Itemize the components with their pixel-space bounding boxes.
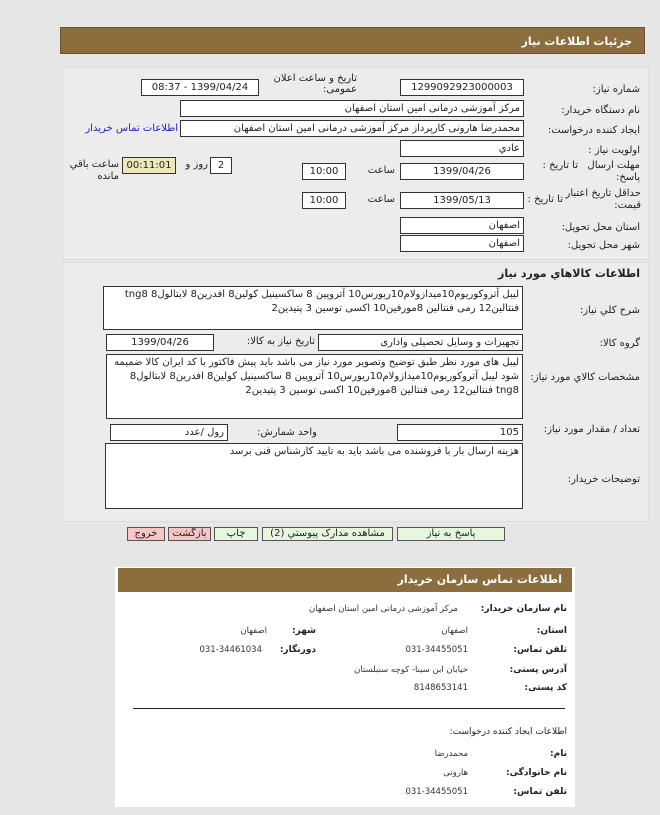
announce-field: 1399/04/24 - 08:37 bbox=[141, 79, 259, 96]
reply-button[interactable]: پاسخ به نیاز bbox=[397, 527, 505, 541]
contact-phone-label: تلفن تماس: bbox=[513, 645, 567, 655]
print-button[interactable]: چاپ bbox=[214, 527, 258, 541]
buyer-contact-link[interactable]: اطلاعات تماس خریدار bbox=[85, 123, 178, 134]
validity-date-field: 1399/05/13 bbox=[400, 192, 524, 209]
contact-address-label: آدرس پستی: bbox=[509, 665, 567, 675]
creator-phone-label: تلفن تماس: bbox=[513, 787, 567, 797]
contact-city-value: اصفهان bbox=[240, 626, 267, 636]
contact-fax-label: دورنگار: bbox=[279, 645, 316, 655]
province-field: اصفهان bbox=[400, 217, 524, 234]
contact-org-label: نام سازمان خریدار: bbox=[480, 604, 567, 614]
creator-name-value: محمدرضا bbox=[434, 749, 468, 759]
validity-label: حداقل تاریخ اعتبار قیمت: bbox=[565, 188, 641, 211]
desc-label: شرح کلي نیاز: bbox=[579, 305, 640, 316]
buyer-org-field: مرکز آموزشی درمانی امین استان اصفهان bbox=[180, 100, 524, 117]
deadline-time-label: ساعت bbox=[367, 165, 395, 176]
unit-field: رول /عدد bbox=[110, 424, 228, 441]
contact-postal-value: 8148653141 bbox=[413, 683, 468, 693]
creator-info-title: اطلاعات ایجاد کننده درخواست: bbox=[449, 727, 567, 737]
days-field: 2 bbox=[210, 157, 232, 174]
contact-province-label: استان: bbox=[536, 626, 567, 636]
creator-label: ایجاد کننده درخواست: bbox=[547, 125, 640, 136]
need-date-field: 1399/04/26 bbox=[106, 334, 214, 351]
buyer-org-label: نام دستگاه خریدار: bbox=[561, 105, 640, 116]
need-date-label: تاریخ نیاز به کالا: bbox=[246, 336, 315, 347]
validity-to-date-label: تا تاریخ : bbox=[527, 194, 563, 205]
days-label: روز و bbox=[185, 159, 208, 170]
contact-card-title: اطلاعات تماس سازمان خریدار bbox=[118, 568, 572, 592]
goods-section-title: اطلاعات کالاهاي مورد نیاز bbox=[498, 267, 640, 280]
back-button[interactable]: بازگشت bbox=[168, 527, 211, 541]
unit-label: واحد شمارش: bbox=[257, 427, 317, 438]
deadline-time-field: 10:00 bbox=[302, 163, 346, 180]
deadline-label: مهلت ارسال پاسخ: bbox=[587, 160, 640, 183]
contact-fax-value: 031-34461034 bbox=[199, 645, 262, 655]
notes-label: توضیحات خریدار: bbox=[567, 474, 640, 485]
qty-label: تعداد / مقدار مورد نیاز: bbox=[543, 424, 640, 435]
remaining-label: ساعت باقي مانده bbox=[69, 159, 119, 182]
qty-field: 105 bbox=[397, 424, 523, 441]
validity-time-label: ساعت bbox=[367, 194, 395, 205]
creator-phone-value: 031-34455051 bbox=[405, 787, 468, 797]
creator-name-label: نام: bbox=[550, 749, 567, 759]
contact-province-value: اصفهان bbox=[441, 626, 468, 636]
contact-phone-value: 031-34455051 bbox=[405, 645, 468, 655]
need-number-label: شماره نیاز: bbox=[592, 84, 640, 95]
notes-textarea[interactable]: هزینه ارسال بار با فروشنده می باشد باید به تایید کارشناس فنی برسد bbox=[105, 443, 523, 509]
creator-field: محمدرضا هارونی کارپرداز مرکز آموزشی درمانی امین استان اصفهان bbox=[180, 120, 524, 137]
contact-city-label: شهر: bbox=[292, 626, 316, 636]
announce-label: تاریخ و ساعت اعلان عمومی: bbox=[273, 73, 357, 95]
group-field: تجهیزات و وسایل تحصیلی واداری bbox=[318, 334, 523, 351]
desc-textarea[interactable]: لیبل آتروکوریوم10میدازولام10ریورس10 آتروپین 8 ساکسینیل کولین8 افدرین8 لابتالول8 tng8 فنتالین12 رمی فنتالین 8مورفین10 اکسی توسین 3 پتیدین2 bbox=[103, 286, 523, 330]
divider bbox=[133, 708, 565, 709]
page-header: جزئیات اطلاعات نیاز bbox=[60, 27, 645, 54]
remaining-time-field: 00:11:01 bbox=[122, 157, 176, 174]
deadline-to-date-label: تا تاریخ : bbox=[542, 160, 578, 171]
priority-label: اولویت نیاز : bbox=[588, 145, 640, 156]
contact-postal-label: کد پستی: bbox=[524, 683, 567, 693]
validity-time-field: 10:00 bbox=[302, 192, 346, 209]
group-label: گروه کالا: bbox=[599, 338, 640, 349]
creator-family-label: نام خانوادگی: bbox=[505, 768, 567, 778]
creator-family-value: هارونی bbox=[443, 768, 468, 778]
need-number-field: 1299092923000003 bbox=[400, 79, 524, 96]
city-label: شهر محل تحویل: bbox=[567, 240, 640, 251]
province-label: استان محل تحویل: bbox=[561, 222, 640, 233]
contact-address-value: خیابان ابن سینا- کوچه سنبلستان bbox=[354, 665, 468, 675]
exit-button[interactable]: خروج bbox=[127, 527, 165, 541]
spec-textarea[interactable]: لیبل های مورد نظر طبق توضیح وتصویر مورد نیاز می باشد باید پیش فاکتور با کد ایران کالا ضمیمه شود لیبل آتروکوریوم10میدازولام10ریورس10 آتروپین 8 ساکسینیل کولین8 افدرین8 لابتالول8 tng8 فنتالین12 رمی فنتالین 8مورفین10 اکسی توسین 3 پتیدین2 bbox=[106, 354, 523, 419]
contact-org-value: مرکز آموزشی درمانی امین استان اصفهان bbox=[308, 604, 458, 614]
view-attachments-button[interactable]: مشاهده مدارک پیوستي (2) bbox=[262, 527, 393, 541]
city-field: اصفهان bbox=[400, 235, 524, 252]
priority-field: عادي bbox=[400, 140, 524, 157]
deadline-date-field: 1399/04/26 bbox=[400, 163, 524, 180]
spec-label: مشخصات کالاي مورد نیاز: bbox=[530, 372, 640, 383]
